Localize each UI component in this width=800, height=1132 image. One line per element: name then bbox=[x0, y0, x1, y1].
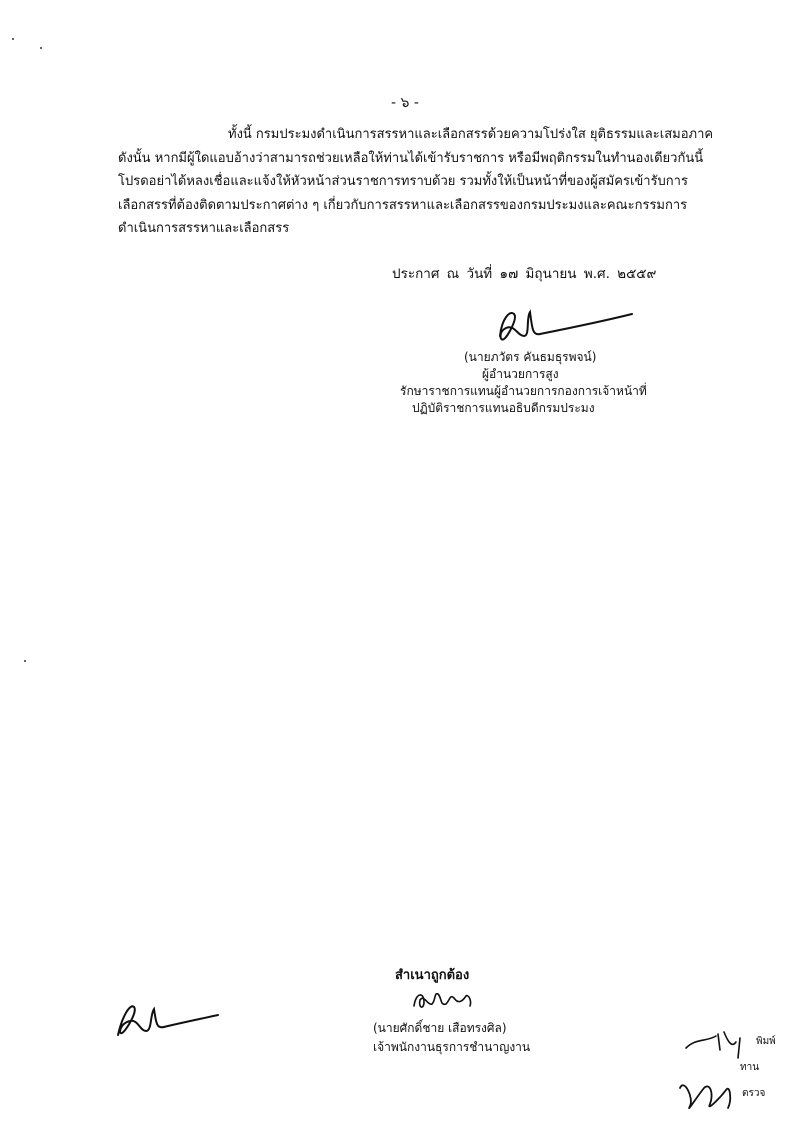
initial-stamp bbox=[676, 1028, 766, 1132]
body-line: ทั้งนี้ กรมประมงดำเนินการสรรหาและเลือกสรรด้วยความโปร่งใส ยุติธรรมและเสมอภาค bbox=[228, 127, 714, 142]
certifier-name: (นายศักดิ์ชาย เสือทรงศิล) bbox=[373, 1021, 507, 1035]
certifier-position: เจ้าพนักงานธุรการชำนาญงาน bbox=[373, 1040, 531, 1054]
certifier-signature bbox=[410, 986, 480, 1020]
director-signature bbox=[490, 306, 640, 350]
signer-name: (นายภวัตร คันธมธุรพจน์) bbox=[464, 350, 597, 364]
margin-signature bbox=[112, 995, 222, 1044]
signer-block bbox=[370, 349, 710, 417]
stamp-label-review: ทาน bbox=[740, 1062, 760, 1073]
body-line: ดังนั้น หากมีผู้ใดแอบอ้างว่าสามารถช่วยเหลือให้ท่านได้เข้ารับราชการ หรือมีพฤติกรรมในทำนองเดียวกันนี้ bbox=[118, 150, 704, 166]
body-line: โปรดอย่าได้หลงเชื่อและแจ้งให้หัวหน้าส่วนราชการทราบด้วย รวมทั้งให้เป็นหน้าที่ของผู้สมัครเข้ารับการ bbox=[118, 174, 688, 190]
announcement-date: ประกาศ ณ วันที่ ๑๗ มิถุนายน พ.ศ. ๒๕๕๙ bbox=[392, 266, 657, 282]
stamp-label-print: พิมพ์ bbox=[756, 1036, 776, 1047]
scan-speck bbox=[40, 47, 42, 49]
scan-speck bbox=[12, 38, 14, 40]
page-number: - ๖ - bbox=[391, 95, 419, 111]
signer-acting-title: รักษาราชการแทนผู้อำนวยการกองการเจ้าหน้าที่ bbox=[400, 384, 647, 398]
certification-heading: สำเนาถูกต้อง bbox=[395, 968, 470, 983]
body-paragraph bbox=[118, 123, 738, 241]
body-line: เลือกสรรที่ต้องติดตามประกาศต่าง ๆ เกี่ยวกับการสรรหาและเลือกสรรของกรมประมงและคณะกรรมการ bbox=[118, 197, 688, 213]
body-line: ดำเนินการสรรหาและเลือกสรร bbox=[118, 221, 290, 237]
stamp-label-check: ตรวจ bbox=[742, 1088, 766, 1099]
signer-delegation: ปฏิบัติราชการแทนอธิบดีกรมประมง bbox=[412, 401, 595, 415]
scan-speck bbox=[24, 660, 26, 662]
signer-title: ผู้อำนวยการสูง bbox=[482, 367, 559, 381]
